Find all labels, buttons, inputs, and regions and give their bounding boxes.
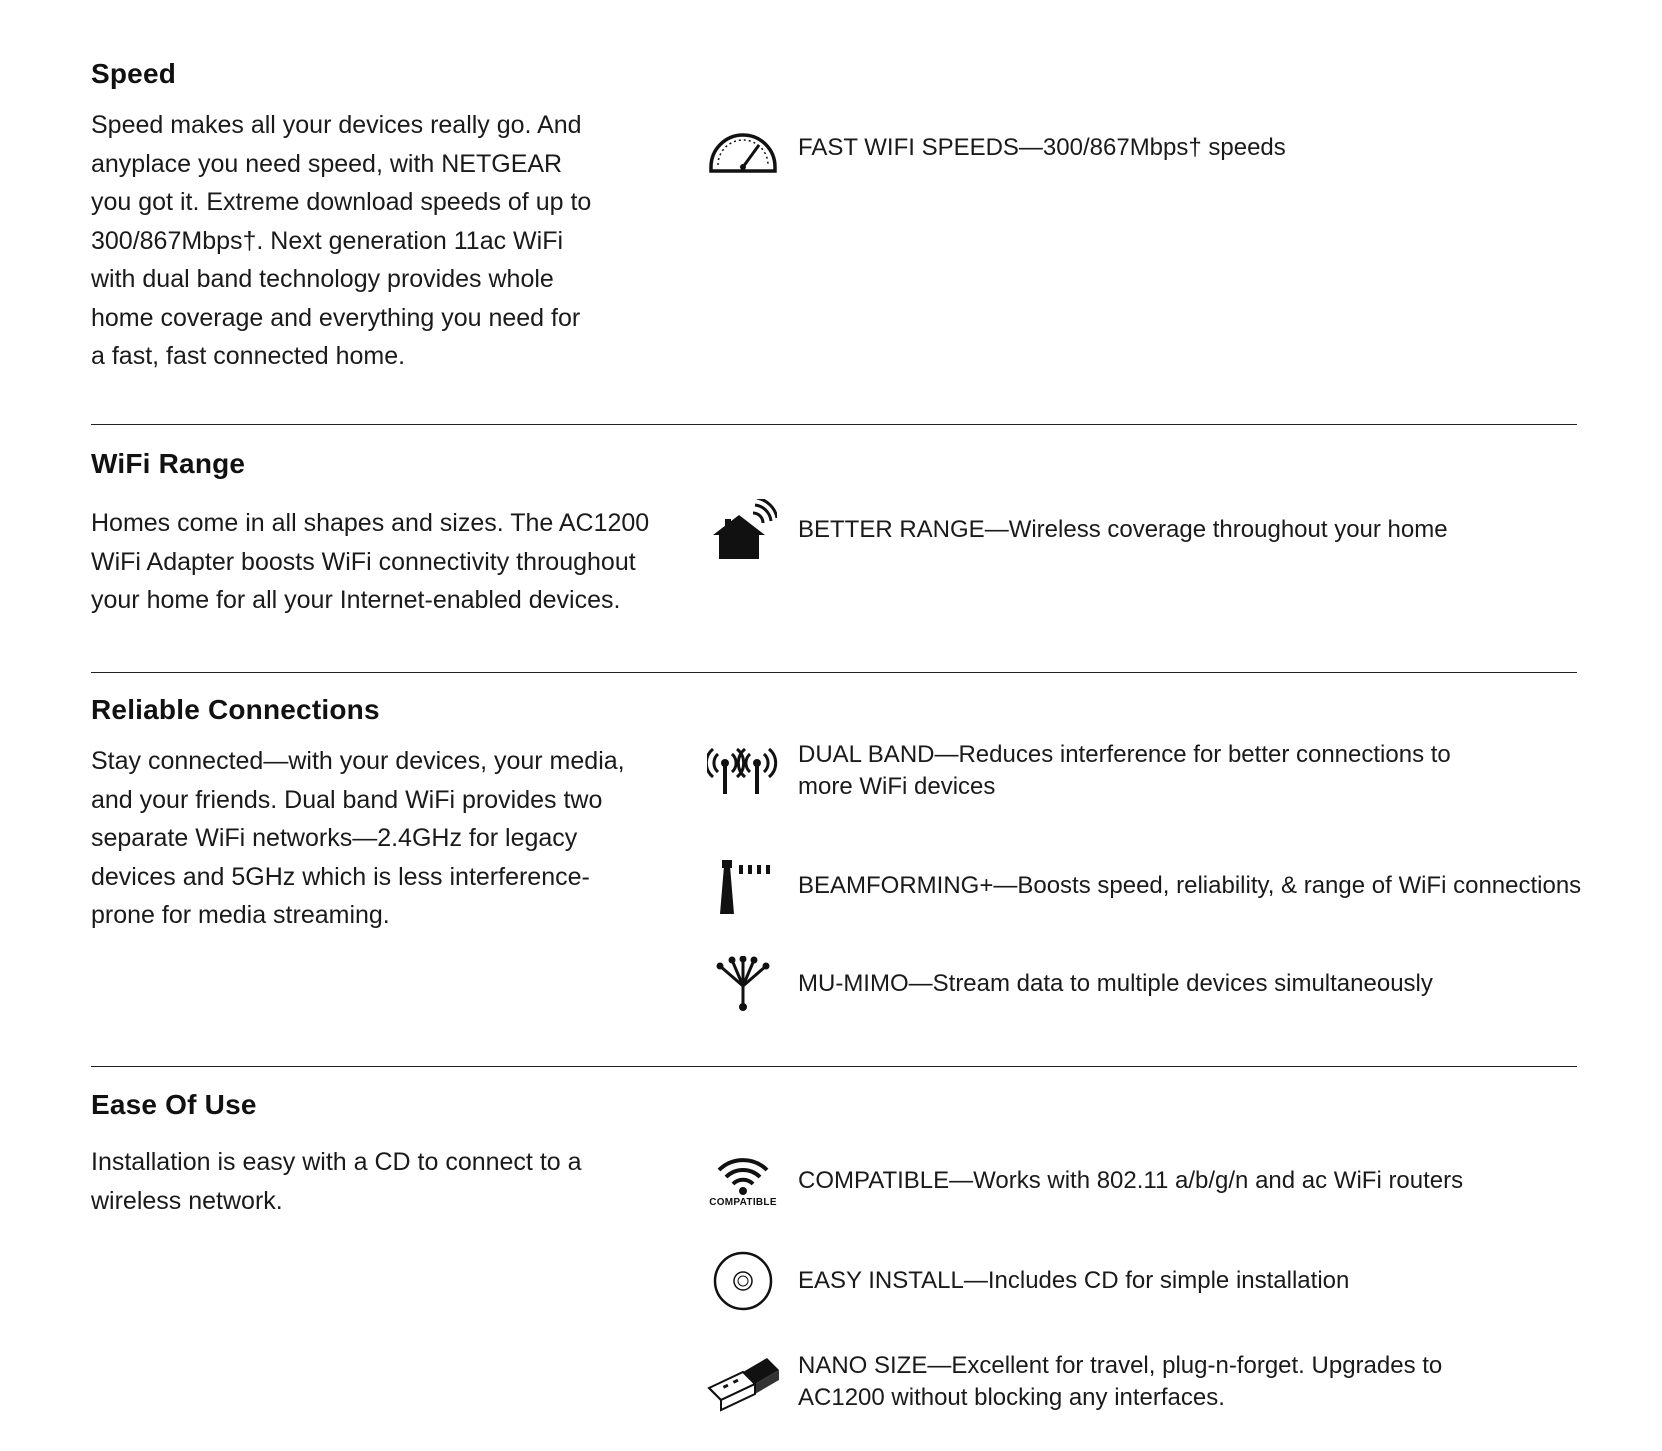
reliable-connections-section [91,694,1582,1044]
feature-better-range [705,498,1585,562]
feature-fast-wifi-speeds [705,122,1585,174]
feature-text-beamforming: BEAMFORMING+—Boosts speed, reliability, & range of WiFi connections [798,872,1582,899]
feature-text-mu-mimo: MU-MIMO—Stream data to multiple devices simultaneously [798,970,1433,997]
feature-beamforming [705,858,1585,914]
feature-text-better-range: BETTER RANGE—Wireless coverage throughout your home [798,516,1448,543]
cd-icon [705,1250,781,1312]
divider [91,1066,1577,1067]
dual-antenna-icon [705,746,781,796]
lighthouse-icon [705,858,781,914]
reliable-connections-description: Stay connected—with your devices, your media, and your friends. Dual band WiFi provides two separate WiFi networks—2.4GHz for legacy devices and 5GHz which is less interference-prone for media streaming. [91,747,625,929]
feature-mu-mimo [705,956,1585,1012]
compatible-icon-label: COMPATIBLE [709,1197,777,1208]
feature-text-nano-size: NANO SIZE—Excellent for travel, plug-n-forget. Upgrades to AC1200 without blocking any interfaces. [798,1352,1443,1411]
speedometer-icon [705,123,781,173]
wifi-range-section [91,448,1577,648]
section-title-reliable-connections: Reliable Connections [91,694,380,725]
feature-text-compatible: COMPATIBLE—Works with 802.11 a/b/g/n and ac WiFi routers [798,1167,1464,1194]
feature-nano-size [705,1347,1585,1417]
feature-text-easy-install: EASY INSTALL—Includes CD for simple installation [798,1267,1350,1294]
feature-dual-band [705,738,1585,804]
ease-of-use-section [91,1089,1577,1439]
feature-easy-install [705,1249,1585,1313]
feature-text-dual-band: DUAL BAND—Reduces interference for better connections to more WiFi devices [798,741,1451,800]
mu-mimo-icon [705,956,781,1012]
section-title-speed: Speed [91,58,177,89]
section-title-ease-of-use: Ease Of Use [91,1089,257,1120]
section-title-wifi-range: WiFi Range [91,448,246,479]
wifi-range-description: Homes come in all shapes and sizes. The AC1200 WiFi Adapter boosts WiFi connectivity throughout your home for all your Internet-enabled devices. [91,509,650,614]
speed-section [91,58,1577,378]
ease-of-use-description: Installation is easy with a CD to connect to a wireless network. [91,1148,582,1215]
feature-compatible [705,1149,1585,1213]
feature-text-fast-wifi-speeds: FAST WIFI SPEEDS—300/867Mbps† speeds [798,134,1286,161]
wifi-compatible-icon [705,1154,781,1208]
speed-description: Speed makes all your devices really go. And anyplace you need speed, with NETGEAR you got it. Extreme download speeds of up to 300/867Mbps†. Next generation 11ac WiFi with dual band technology provides whole home coverage and everything you need for a fast, fast connected home. [91,111,592,370]
usb-adapter-icon [705,1352,781,1412]
house-wifi-icon [705,499,781,561]
divider [91,672,1577,673]
divider [91,424,1577,425]
